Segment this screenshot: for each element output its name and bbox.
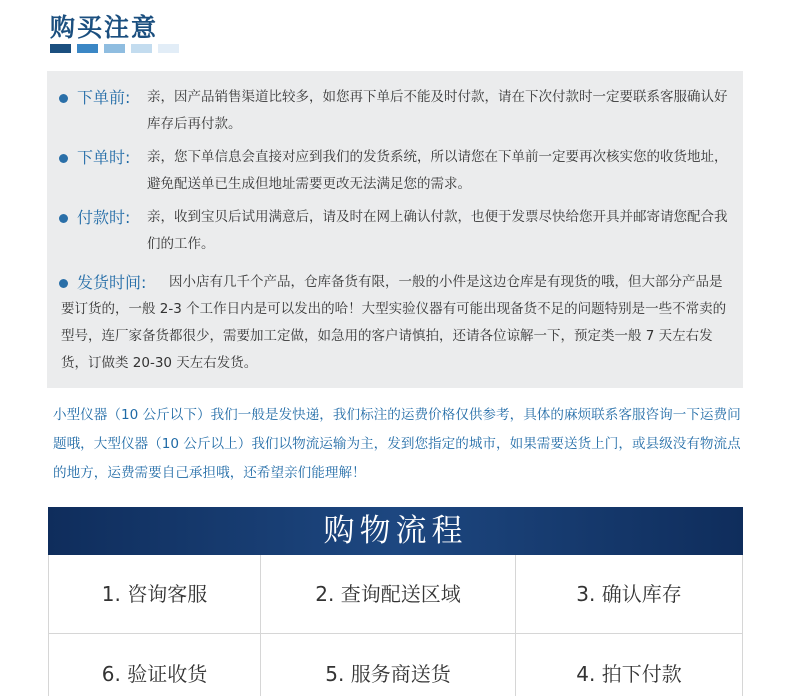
notice-label: 下单前: xyxy=(77,88,131,107)
process-step: 5. 服务商送货 xyxy=(260,634,515,696)
color-swatch xyxy=(77,44,98,53)
process-steps-grid xyxy=(48,555,743,696)
process-step: 6. 验证收货 xyxy=(48,634,260,696)
bullet-dot-icon xyxy=(59,94,68,103)
notice-label: 发货时间: xyxy=(77,273,147,292)
color-swatch xyxy=(158,44,179,53)
process-step: 3. 确认库存 xyxy=(515,555,743,634)
notice-text: 亲，您下单信息会直接对应到我们的发货系统，所以请您在下单前一定要再次核实您的收货地址，避免配送单已生成但地址需要更改无法满足您的需求。 xyxy=(147,149,728,192)
bullet-dot-icon xyxy=(59,154,68,163)
color-swatch xyxy=(104,44,125,53)
notice-before-order xyxy=(47,84,743,138)
notice-label: 付款时: xyxy=(77,208,131,227)
shipping-note: 小型仪器（10 公斤以下）我们一般是发快递，我们标注的运费价格仅供参考，具体的麻烦联系客服咨询一下运费问题哦，大型仪器（10 公斤以上）我们以物流运输为主，发到您指定的城市，如果需要送货上门，或县级没有物流点的地方，运费需要自己承担哦，还希望亲们能理解！ xyxy=(53,407,741,481)
process-step: 2. 查询配送区域 xyxy=(260,555,515,634)
color-swatch xyxy=(50,44,71,53)
heading-color-bar xyxy=(50,44,179,53)
notice-panel xyxy=(47,71,743,388)
color-swatch xyxy=(131,44,152,53)
process-step: 1. 咨询客服 xyxy=(48,555,260,634)
notice-label: 下单时: xyxy=(77,148,131,167)
notice-payment xyxy=(47,204,743,258)
notice-shipping-time xyxy=(47,269,743,377)
process-title: 购物流程 xyxy=(48,507,743,555)
notice-when-ordering xyxy=(47,144,743,198)
bullet-dot-icon xyxy=(59,279,68,288)
notice-text: 亲，因产品销售渠道比较多，如您再下单后不能及时付款，请在下次付款时一定要联系客服确认好库存后再付款。 xyxy=(147,89,728,132)
process-step: 4. 拍下付款 xyxy=(515,634,743,696)
section-heading: 购买注意 xyxy=(50,13,159,42)
notice-text: 因小店有几千个产品，仓库备货有限，一般的小件是这边仓库是有现货的哦，但大部分产品是要订货的，一般 2-3 个工作日内是可以发出的哈！大型实验仪器有可能出现备货不足的问题特别是一些不常卖的型号，连厂家备货都很少，需要加工定做，如急用的客户请慎拍，还请各位谅解一下，预定类一般 7 天左右发货，订做类 20-30 天左右发货。 xyxy=(61,274,727,371)
notice-text: 亲，收到宝贝后试用满意后，请及时在网上确认付款，也便于发票尽快给您开具并邮寄请您配合我们的工作。 xyxy=(147,209,728,252)
bullet-dot-icon xyxy=(59,214,68,223)
